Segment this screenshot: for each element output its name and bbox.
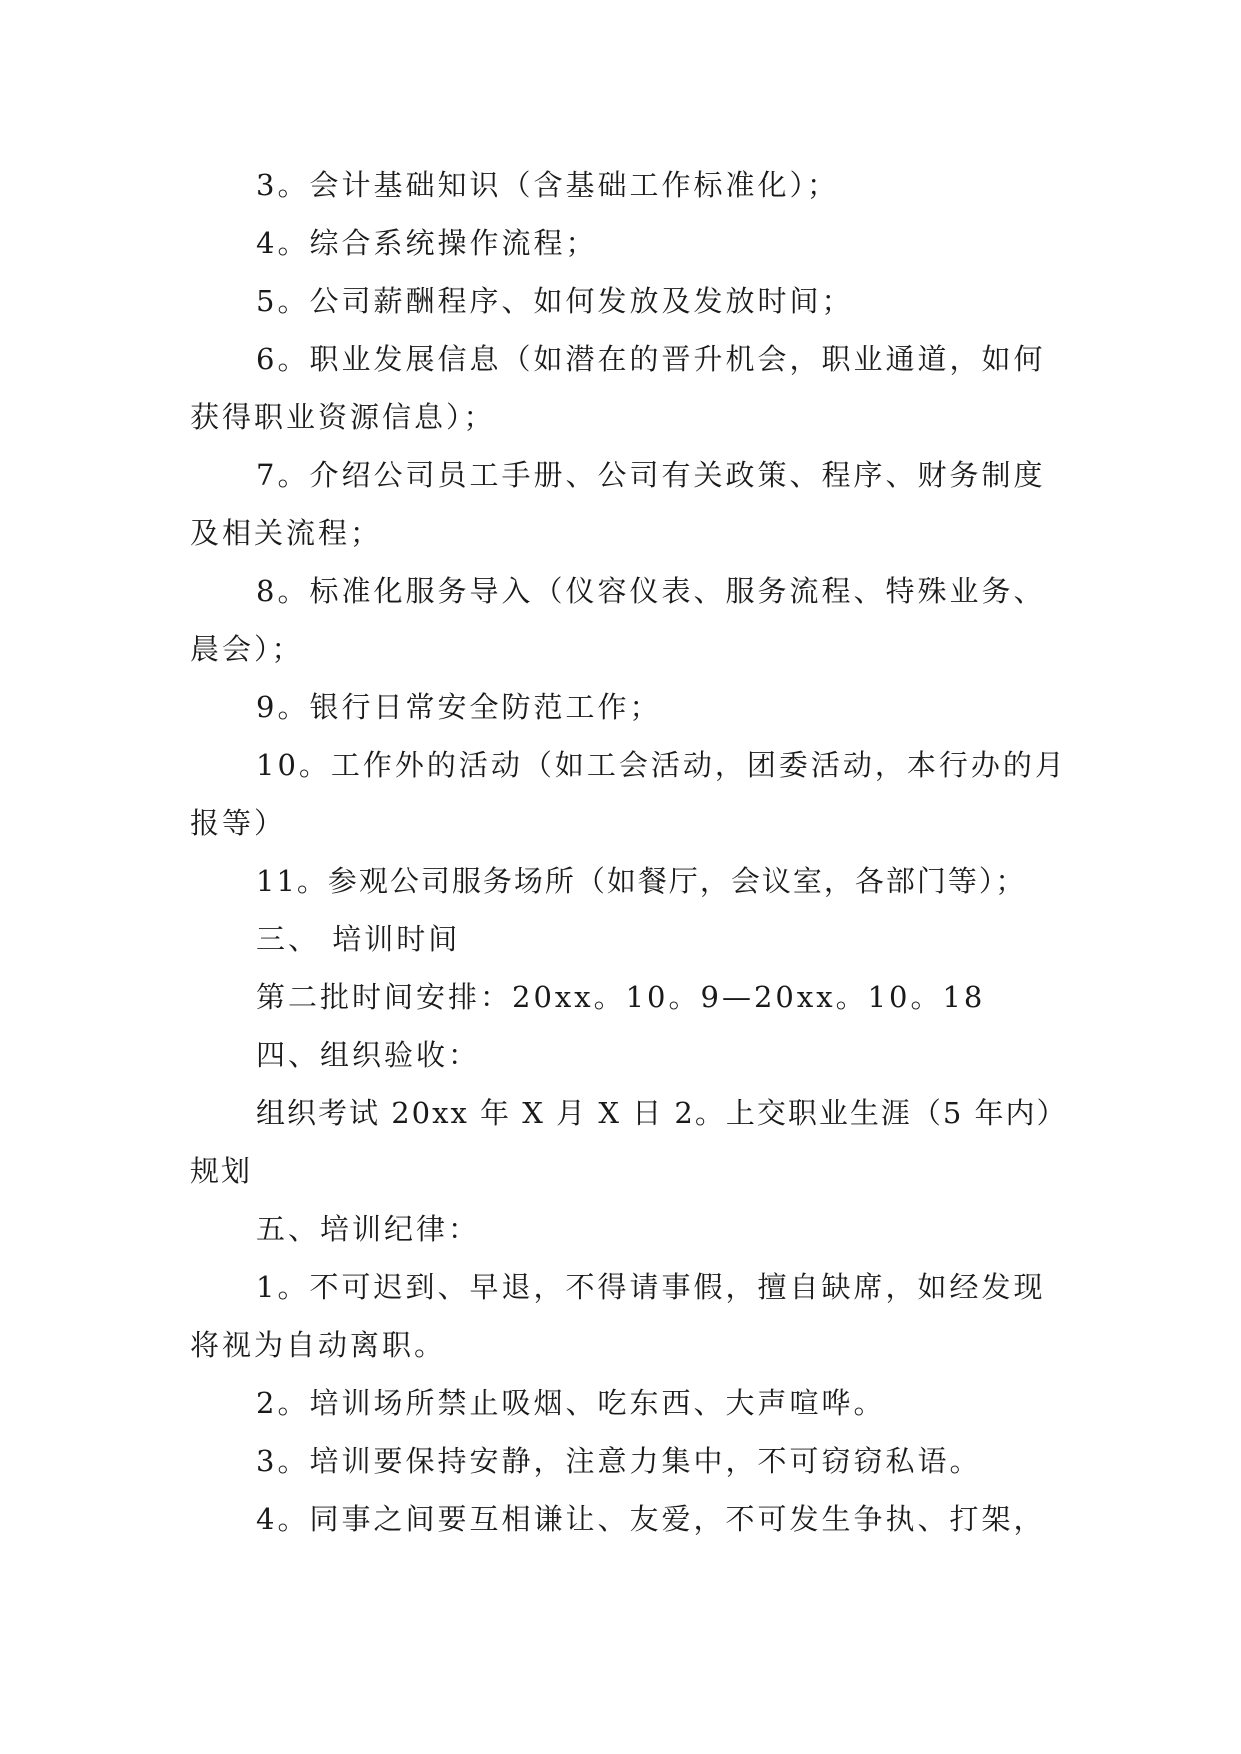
section-heading-acceptance: 四、组织验收： — [256, 1038, 481, 1072]
paragraph-schedule: 第二批时间安排：20xx。10。9—20xx。10。18 — [256, 980, 986, 1014]
paragraph-item-5-salary: 5。公司薪酬程序、如何发放及发放时间； — [256, 284, 854, 318]
paragraph-rule-3: 3。培训要保持安静，注意力集中，不可窃窃私语。 — [256, 1444, 982, 1478]
section-heading-discipline: 五、培训纪律： — [256, 1212, 481, 1246]
paragraph-rule-2: 2。培训场所禁止吸烟、吃东西、大声喧哗。 — [256, 1386, 886, 1420]
paragraph-item-8-service: 8。标准化服务导入（仪容仪表、服务流程、特殊业务、晨会）； — [190, 574, 1046, 666]
paragraph-item-3-accounting: 3。会计基础知识（含基础工作标准化）； — [256, 168, 839, 202]
paragraph-rule-1: 1。不可迟到、早退，不得请事假，擅自缺席，如经发现将视为自动离职。 — [190, 1270, 1046, 1362]
paragraph-item-11-visit: 11。参观公司服务场所（如餐厅，会议室，各部门等）； — [256, 864, 1027, 898]
paragraph-item-4-system: 4。综合系统操作流程； — [256, 226, 598, 260]
paragraph-item-9-security: 9。银行日常安全防范工作； — [256, 690, 662, 724]
document-body — [190, 156, 1070, 1548]
section-heading-training-time: 三、 培训时间 — [256, 922, 461, 956]
paragraph-exam: 组织考试 20xx 年 X 月 X 日 2。上交职业生涯（5 年内）规划 — [190, 1096, 1068, 1188]
paragraph-item-10-activities: 10。工作外的活动（如工会活动，团委活动，本行办的月报等） — [190, 748, 1067, 840]
paragraph-item-6-career: 6。职业发展信息（如潜在的晋升机会，职业通道，如何获得职业资源信息）； — [190, 342, 1046, 434]
paragraph-item-7-handbook: 7。介绍公司员工手册、公司有关政策、程序、财务制度及相关流程； — [190, 458, 1046, 550]
paragraph-rule-4: 4。同事之间要互相谦让、友爱，不可发生争执、打架， — [256, 1502, 1046, 1536]
